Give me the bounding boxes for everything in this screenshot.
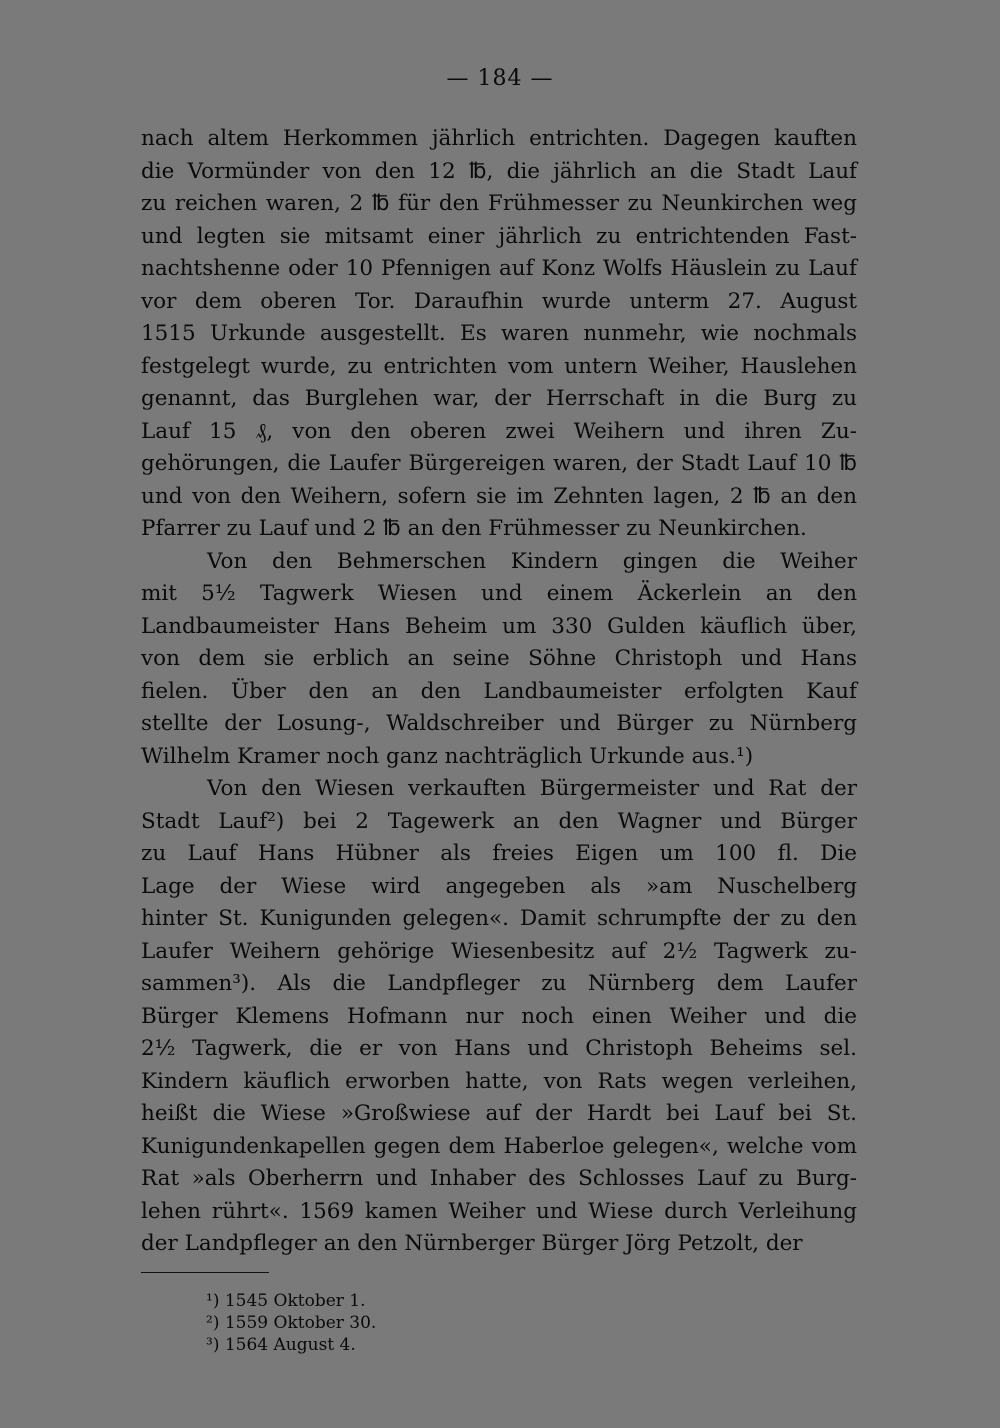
text-line: sammen³). Als die Landpfleger zu Nürnberg dem Laufer: [141, 971, 857, 996]
text-line: mit 5½ Tagwerk Wiesen und einem Äckerlein an den: [141, 581, 857, 606]
text-line: Bürger Klemens Hofmann nur noch einen Weiher und die: [141, 1003, 857, 1029]
text-line: Rat »als Oberherrn und Inhaber des Schlosses Lauf zu Burg-: [141, 1166, 857, 1191]
footnote: ³) 1564 August 4.: [206, 1335, 356, 1355]
text-line: heißt die Wiese »Großwiese auf der Hardt bei Lauf bei St.: [141, 1101, 857, 1126]
text-line: genannt, das Burglehen war, der Herrschaft in die Burg zu: [141, 386, 857, 411]
text-line: Wilhelm Kramer noch ganz nachträglich Urkunde aus.¹): [141, 743, 754, 769]
text-line: Landbaumeister Hans Beheim um 330 Gulden käuflich über,: [141, 613, 857, 639]
text-line: Lage der Wiese wird angegeben als »am Nuschelberg: [141, 873, 857, 899]
body-text: [141, 123, 857, 1261]
footnote: ¹) 1545 Oktober 1.: [206, 1291, 366, 1311]
text-line: zu reichen waren, 2 ℔ für den Frühmesser zu Neunkirchen weg: [141, 191, 857, 216]
text-line: Laufer Weihern gehörige Wiesenbesitz auf 2½ Tagwerk zu-: [141, 938, 857, 964]
page-number: — 184 —: [446, 66, 554, 91]
text-line: fielen. Über den an den Landbaumeister erfolgten Kauf: [141, 678, 857, 704]
footnotes: [206, 1290, 376, 1356]
text-line: Stadt Lauf²) bei 2 Tagewerk an den Wagner und Bürger: [141, 808, 857, 834]
text-line: zu Lauf Hans Hübner als freies Eigen um 100 fl. Die: [141, 841, 857, 866]
text-line: hinter St. Kunigunden gelegen«. Damit schrumpfte der zu den: [141, 906, 857, 931]
text-line: 1515 Urkunde ausgestellt. Es waren nunmehr, wie nochmals: [141, 321, 857, 346]
text-line: lehen rührt«. 1569 kamen Weiher und Wiese durch Verleihung: [141, 1198, 857, 1224]
footnote: ²) 1559 Oktober 30.: [206, 1313, 377, 1333]
text-line: 2½ Tagwerk, die er von Hans und Christoph Beheims sel.: [141, 1036, 857, 1061]
text-line: nach altem Herkommen jährlich entrichten. Dagegen kauften: [141, 126, 857, 151]
text-line: gehörungen, die Laufer Bürgereigen waren, der Stadt Lauf 10 ℔: [141, 451, 857, 476]
text-line: und von den Weihern, sofern sie im Zehnten lagen, 2 ℔ an den: [141, 483, 857, 509]
text-line: festgelegt wurde, zu entrichten vom untern Weiher, Hauslehen: [141, 353, 857, 379]
text-line: stellte der Losung-, Waldschreiber und Bürger zu Nürnberg: [141, 711, 857, 736]
text-line: der Landpfleger an den Nürnberger Bürger Jörg Petzolt, der: [141, 1231, 803, 1256]
footnote-divider: [141, 1272, 269, 1273]
text-line: Kunigundenkapellen gegen dem Haberloe gelegen«, welche vom: [141, 1133, 857, 1159]
text-line: nachtshenne oder 10 Pfennigen auf Konz Wolfs Häuslein zu Lauf: [141, 256, 857, 281]
text-line: Kindern käuflich erworben hatte, von Rats wegen verleihen,: [141, 1068, 857, 1094]
text-line: vor dem oberen Tor. Daraufhin wurde unterm 27. August: [141, 288, 857, 314]
text-line: von dem sie erblich an seine Söhne Christoph und Hans: [141, 646, 857, 671]
text-line: und legten sie mitsamt einer jährlich zu entrichtenden Fast-: [141, 223, 857, 249]
text-line: Von den Wiesen verkauften Bürgermeister und Rat der: [207, 776, 857, 801]
text-line: Von den Behmerschen Kindern gingen die Weiher: [207, 548, 857, 574]
text-line: die Vormünder von den 12 ℔, die jährlich an die Stadt Lauf: [141, 158, 857, 184]
text-line: Lauf 15 ₰, von den oberen zwei Weihern und ihren Zu-: [141, 418, 857, 444]
text-line: Pfarrer zu Lauf und 2 ℔ an den Frühmesser zu Neunkirchen.: [141, 516, 807, 541]
